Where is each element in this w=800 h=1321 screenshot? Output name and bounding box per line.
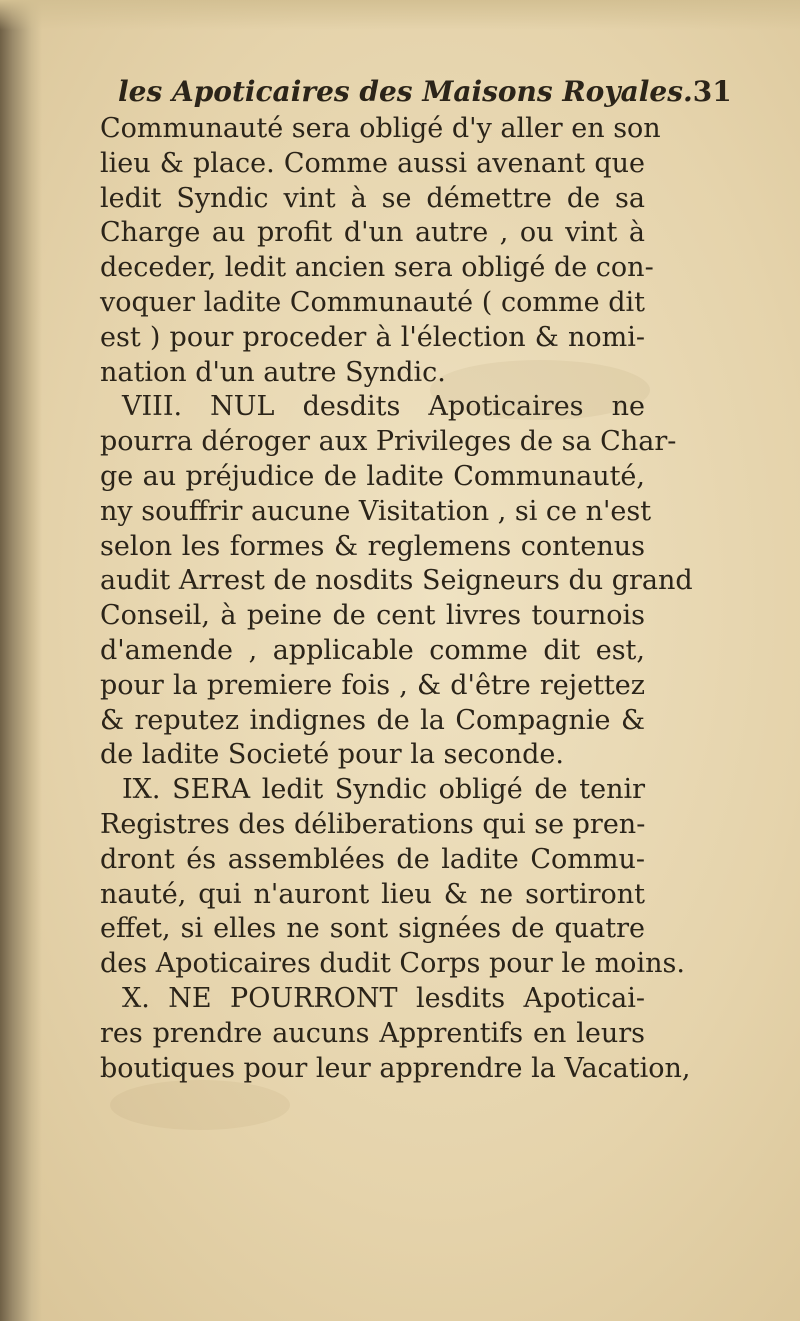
text-line: d'amende , applicable comme dit est, — [100, 634, 645, 666]
text-line: audit Arrest de nosdits Seigneurs du grand — [100, 565, 693, 597]
text-line: res prendre aucuns Apprentifs en leurs — [100, 1017, 645, 1049]
page-header — [100, 72, 732, 112]
article-heading-line: IX. SERA ledit Syndic obligé de tenir — [122, 774, 645, 806]
binding-shadow — [0, 0, 42, 1321]
text-line: nation d'un autre Syndic. — [100, 356, 446, 388]
text-block — [100, 72, 732, 1086]
text-line: ge au préjudice de ladite Communauté, — [100, 460, 645, 492]
text-line: de ladite Societé pour la seconde. — [100, 739, 564, 771]
text-line: pourra déroger aux Privileges de sa Char- — [100, 426, 677, 458]
text-line: Conseil, à peine de cent livres tournois — [100, 600, 645, 632]
text-line: deceder, ledit ancien sera obligé de con- — [100, 252, 654, 284]
text-line: lieu & place. Comme aussi avenant que — [100, 147, 645, 179]
text-line: effet, si elles ne sont signées de quatre — [100, 913, 645, 945]
text-line: Communauté sera obligé d'y aller en son — [100, 113, 661, 144]
page-top-edge — [0, 0, 800, 30]
text-line: ledit Syndic vint à se démettre de sa — [100, 182, 645, 214]
article-heading-line: X. NE POURRONT lesdits Apoticai- — [122, 982, 645, 1014]
text-line: voquer ladite Communauté ( comme dit — [100, 286, 645, 318]
text-line: dront és assemblées de ladite Commu- — [100, 843, 645, 875]
text-line: selon les formes & reglemens contenus — [100, 530, 645, 562]
text-line: Charge au profit d'un autre , ou vint à — [100, 217, 645, 249]
text-line: pour la premiere fois , & d'être rejettez — [100, 669, 645, 701]
text-line: boutiques pour leur apprendre la Vacation, — [100, 1052, 691, 1084]
text-line: & reputez indignes de la Compagnie & — [100, 704, 645, 736]
text-line: ny souffrir aucune Visitation , si ce n'est — [100, 495, 652, 527]
text-line: Registres des déliberations qui se pren- — [100, 808, 646, 840]
text-line: des Apoticaires dudit Corps pour le moins. — [100, 948, 685, 980]
paper-stain — [110, 1080, 290, 1130]
text-line: est ) pour proceder à l'élection & nomi- — [100, 321, 645, 353]
page-number: 31 — [692, 75, 732, 108]
article-heading-line: VIII. NUL desdits Apoticaires ne — [122, 391, 645, 423]
running-title: les Apoticaires des Maisons Royales. — [118, 75, 693, 108]
text-line: nauté, qui n'auront lieu & ne sortiront — [100, 878, 645, 910]
